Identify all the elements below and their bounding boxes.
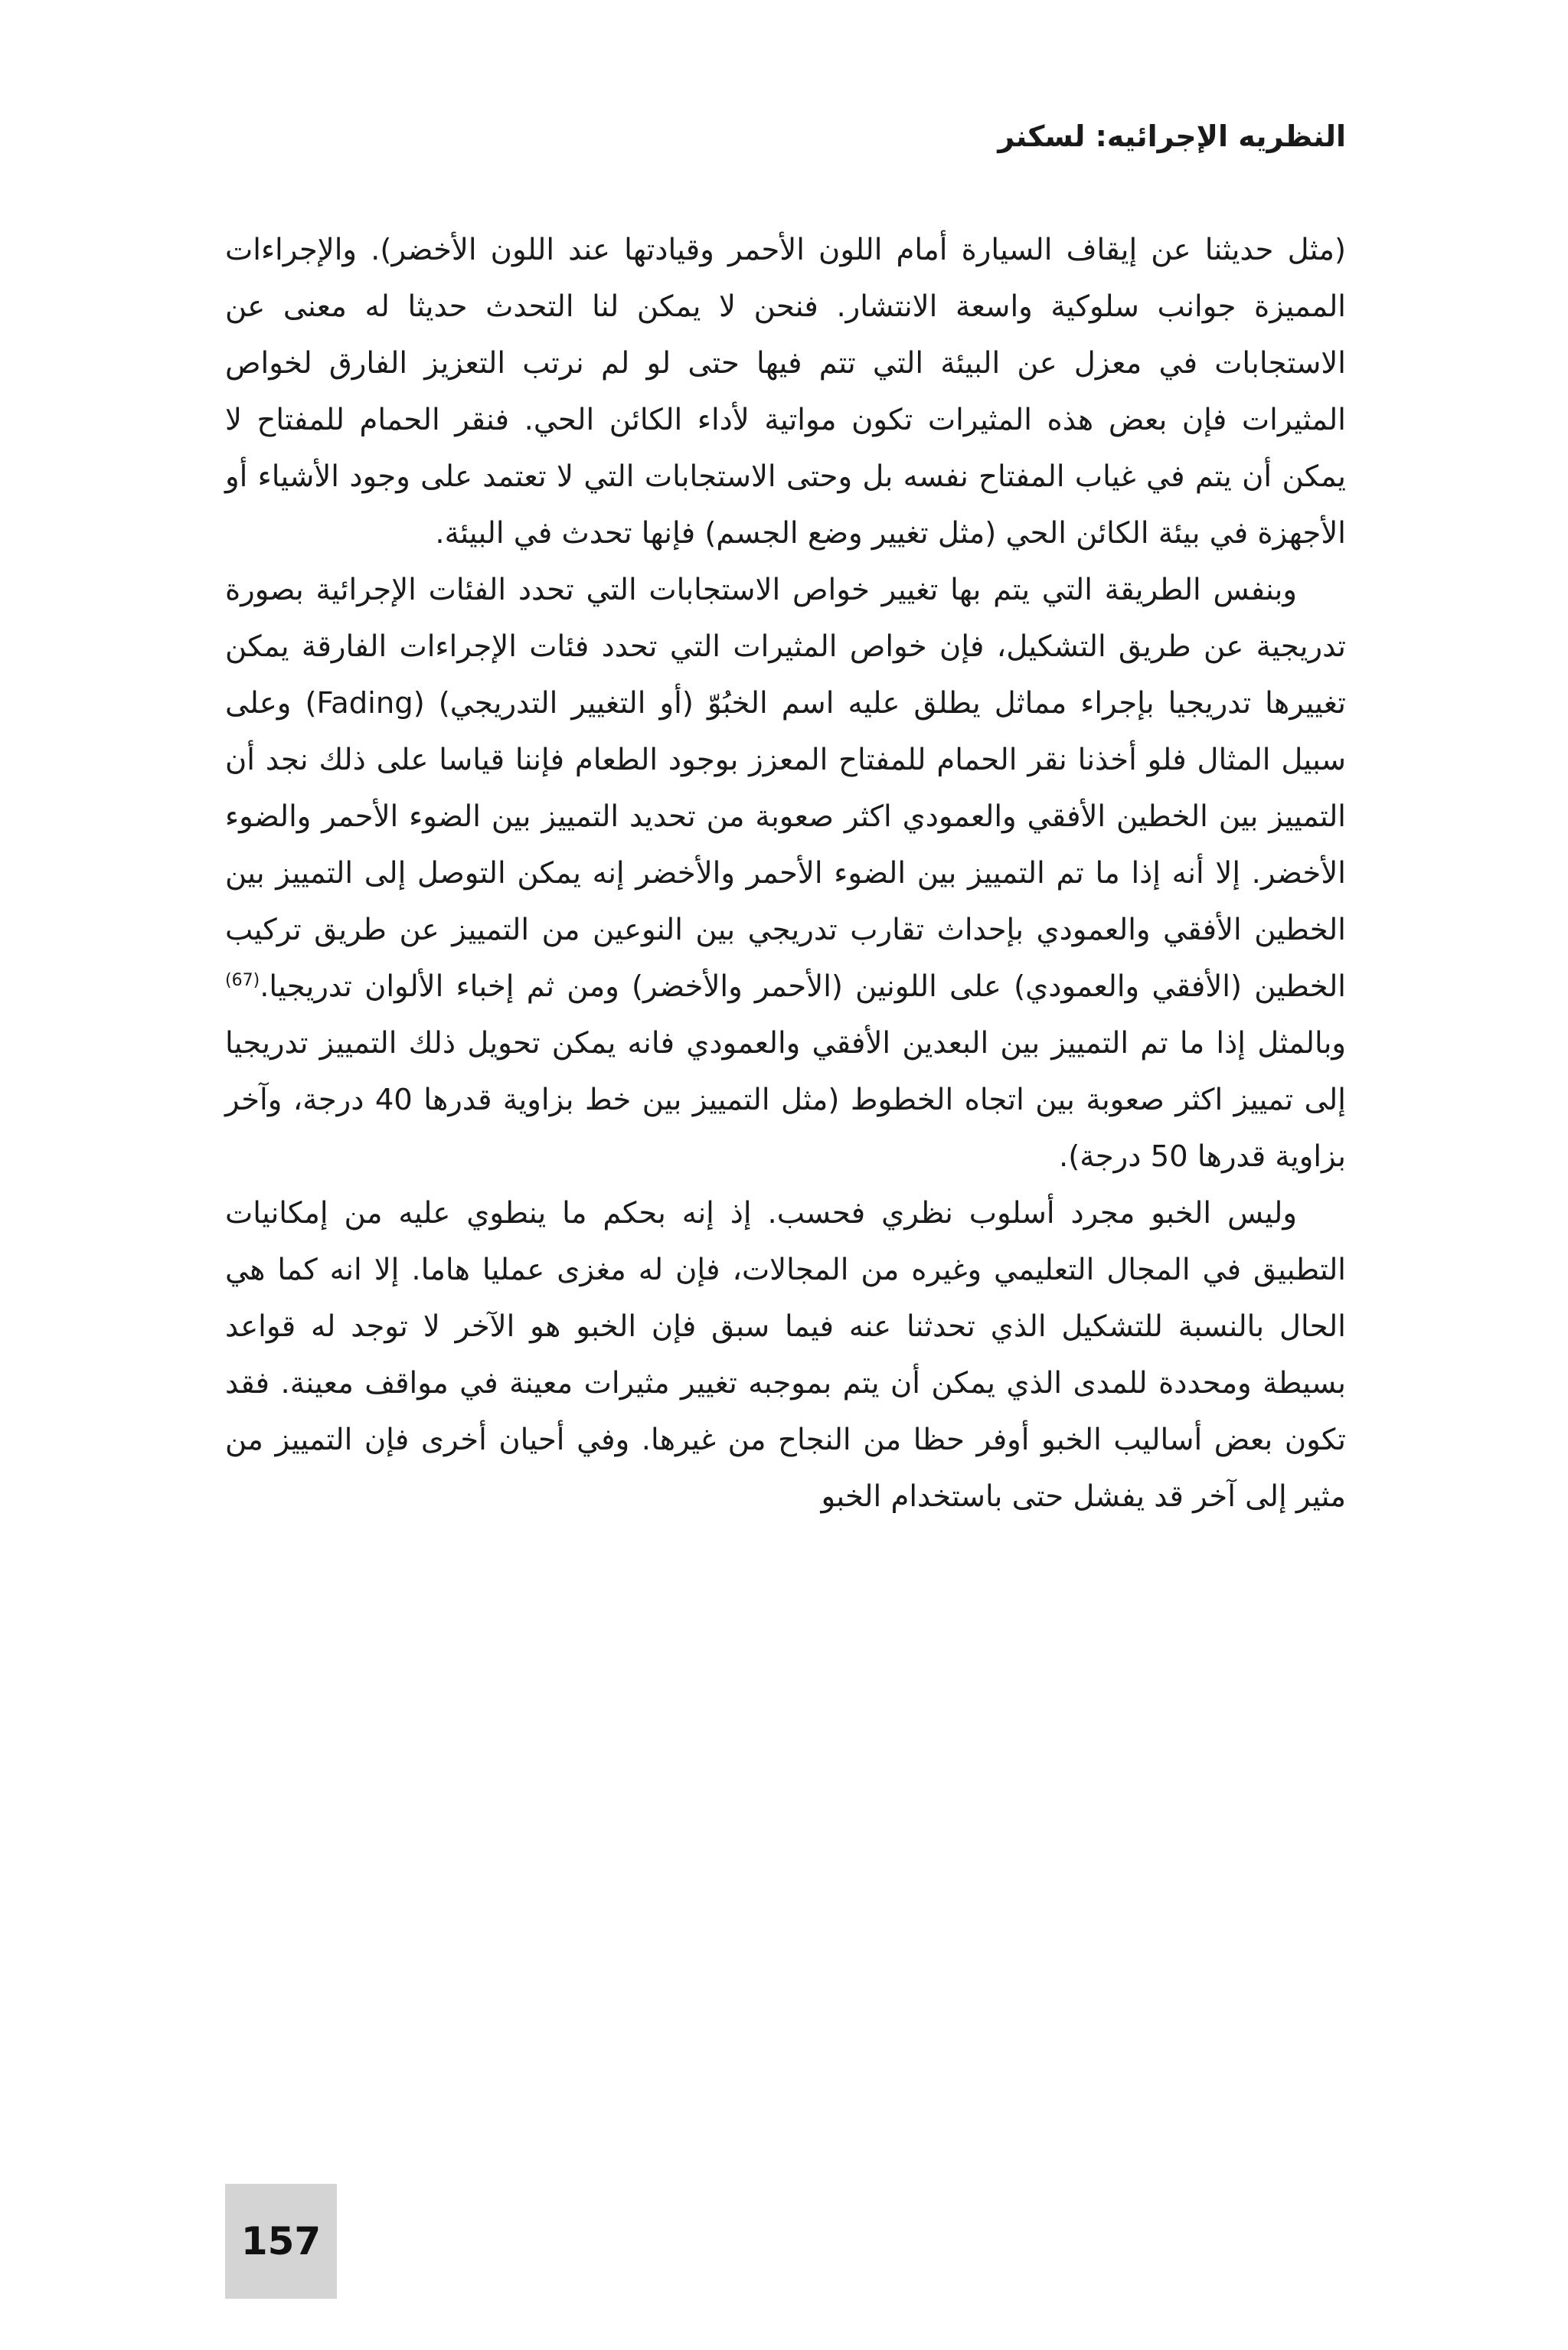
body-text bbox=[225, 222, 1346, 1525]
paragraph-text: وبالمثل إذا ما تم التمييز بين البعدين الأفقي والعمودي فانه يمكن تحويل ذلك التمييز تدريجيا إلى تمييز اكثر صعوبة بين اتجاه الخطوط (مثل التمييز بين خط بزاوية قدرها 40 درجة، وآخر بزاوية قدرها 50 درجة). bbox=[225, 1026, 1346, 1174]
footnote-reference: (67) bbox=[225, 971, 260, 991]
paragraph-text: وبنفس الطريقة التي يتم بها تغيير خواص الاستجابات التي تحدد الفئات الإجرائية بصورة تدريجية عن طريق التشكيل، فإن خواص المثيرات التي تحدد فئات الإجراءات الفارقة يمكن تغييرها تدريجيا بإجراء مماثل يطلق عليه اسم الخبُوّ (أو التغيير التدريجي) (Fading) وعلى سبيل المثال فلو أخذنا نقر الحمام للمفتاح المعزز بوجود الطعام فإننا قياسا على ذلك نجد أن التمييز بين الخطين الأفقي والعمودي اكثر صعوبة من تحديد التمييز بين الضوء الأحمر والضوء الأخضر. إلا أنه إذا ما تم التمييز بين الضوء الأحمر والأخضر إنه يمكن التوصل إلى التمييز بين الخطين الأفقي والعمودي بإحداث تقارب تدريجي بين النوعين من التمييز عن طريق تركيب الخطين (الأفقي والعمودي) على اللونين (الأحمر والأخضر) ومن ثم إخباء الألوان تدريجيا. bbox=[225, 573, 1346, 1004]
paragraph bbox=[225, 1185, 1346, 1525]
paragraph bbox=[225, 562, 1346, 1185]
paragraph-text: (مثل حديثنا عن إيقاف السيارة أمام اللون الأحمر وقيادتها عند اللون الأخضر). والإجراءات المميزة جوانب سلوكية واسعة الانتشار. فنحن لا يمكن لنا التحدث حديثا له معنى عن الاستجابات في معزل عن البيئة التي تتم فيها حتى لو لم نرتب التعزيز الفارق لخواص المثيرات فإن بعض هذه المثيرات تكون مواتية لأداء الكائن الحي. فنقر الحمام للمفتاح لا يمكن أن يتم في غياب المفتاح نفسه بل وحتى الاستجابات التي لا تعتمد على وجود الأشياء أو الأجهزة في بيئة الكائن الحي (مثل تغيير وضع الجسم) فإنها تحدث في البيئة. bbox=[225, 233, 1346, 551]
page-number-box bbox=[225, 2184, 337, 2299]
paragraph-text: وليس الخبو مجرد أسلوب نظري فحسب. إذ إنه بحكم ما ينطوي عليه من إمكانيات التطبيق في المجال التعليمي وغيره من المجالات، فإن له مغزى عمليا هاما. إلا انه كما هي الحال بالنسبة للتشكيل الذي تحدثنا عنه فيما سبق فإن الخبو هو الآخر لا توجد له قواعد بسيطة ومحددة للمدى الذي يمكن أن يتم بموجبه تغيير مثيرات معينة في مواقف معينة. فقد تكون بعض أساليب الخبو أوفر حظا من النجاح من غيرها. وفي أحيان أخرى فإن التمييز من مثير إلى آخر قد يفشل حتى باستخدام الخبو bbox=[225, 1196, 1346, 1514]
paragraph bbox=[225, 222, 1346, 562]
page-number: 157 bbox=[240, 2219, 322, 2263]
running-header: النظريه الإجرائيه: لسكنر bbox=[998, 119, 1346, 153]
